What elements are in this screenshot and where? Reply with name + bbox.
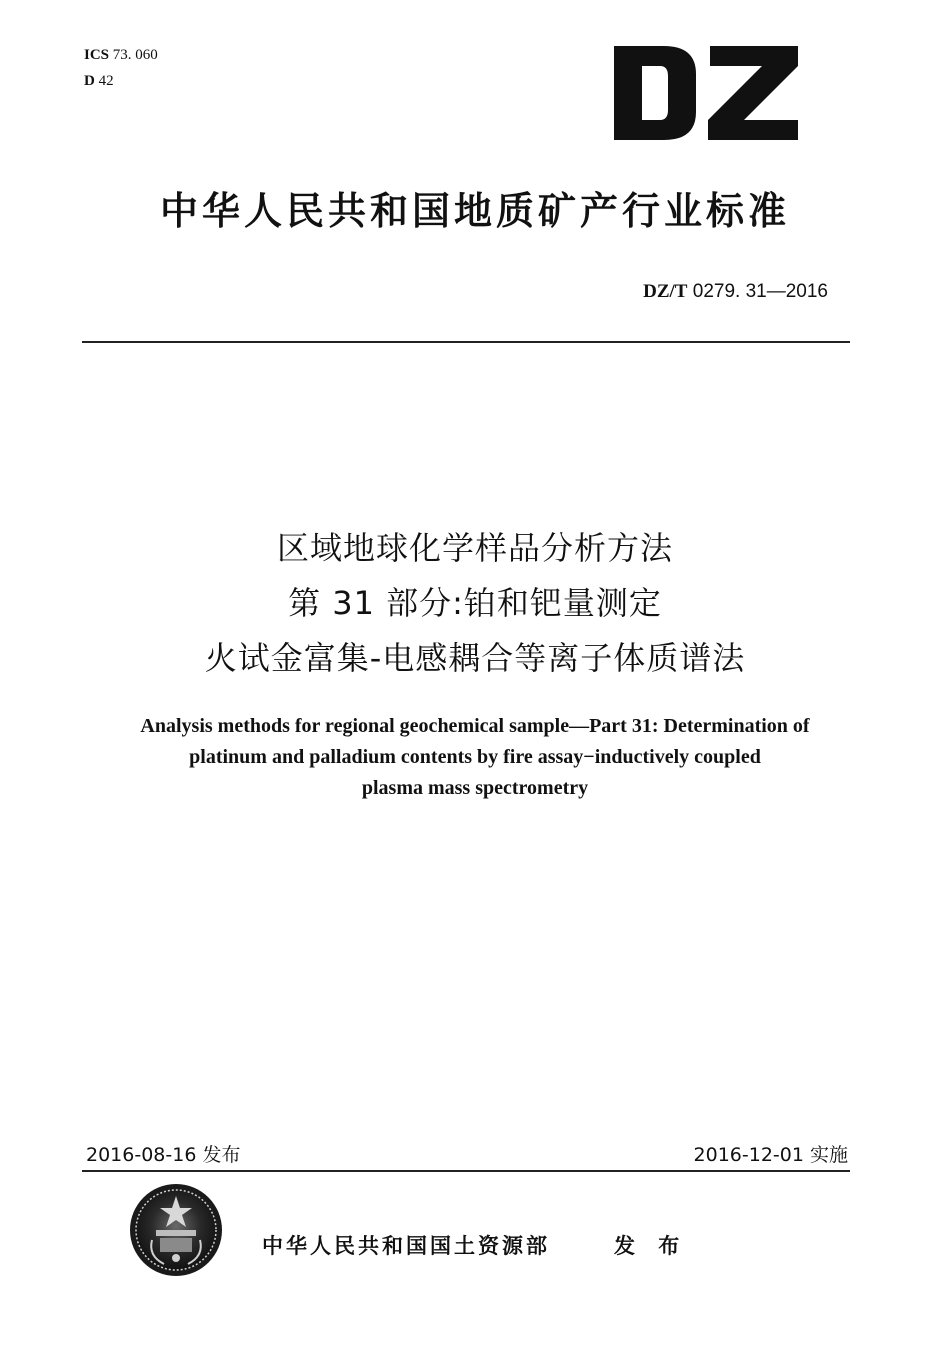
header-divider (82, 341, 850, 343)
standard-number (643, 280, 828, 304)
cn-title-line-1: 区域地球化学样品分析方法 (276, 529, 673, 567)
ics-prefix: ICS (84, 47, 110, 63)
dz-logo (612, 44, 802, 142)
cn-title-line-2: 第 31 部分:铂和钯量测定 (288, 584, 662, 622)
publish-label: 发 布 (614, 1234, 688, 1258)
ics-number: 73. 060 (109, 47, 158, 63)
en-title-line-3: plasma mass spectrometry (361, 777, 589, 799)
class-prefix: D (84, 73, 95, 89)
en-title-line-1: Analysis methods for regional geochemical sample—Part 31: Determination of (140, 715, 810, 737)
effective-date: 2016-12-01 实施 (693, 1144, 848, 1166)
footer-divider (82, 1170, 850, 1172)
ministry-seal-icon (128, 1182, 224, 1278)
ics-code (84, 46, 158, 64)
publisher-name: 中华人民共和国国土资源部 (262, 1234, 550, 1258)
en-title-line-2: platinum and palladium contents by fire assay−inductively coupled (189, 746, 761, 768)
standard-category-title: 中华人民共和国地质矿产行业标准 (159, 189, 790, 233)
standard-number-value: 0279. 31—2016 (687, 281, 828, 302)
cn-title-line-3: 火试金富集-电感耦合等离子体质谱法 (204, 639, 746, 677)
classification-code (84, 72, 114, 90)
class-number: 42 (94, 73, 114, 89)
standard-number-prefix: DZ/T (643, 281, 688, 302)
issue-date: 2016-08-16 发布 (86, 1144, 241, 1166)
